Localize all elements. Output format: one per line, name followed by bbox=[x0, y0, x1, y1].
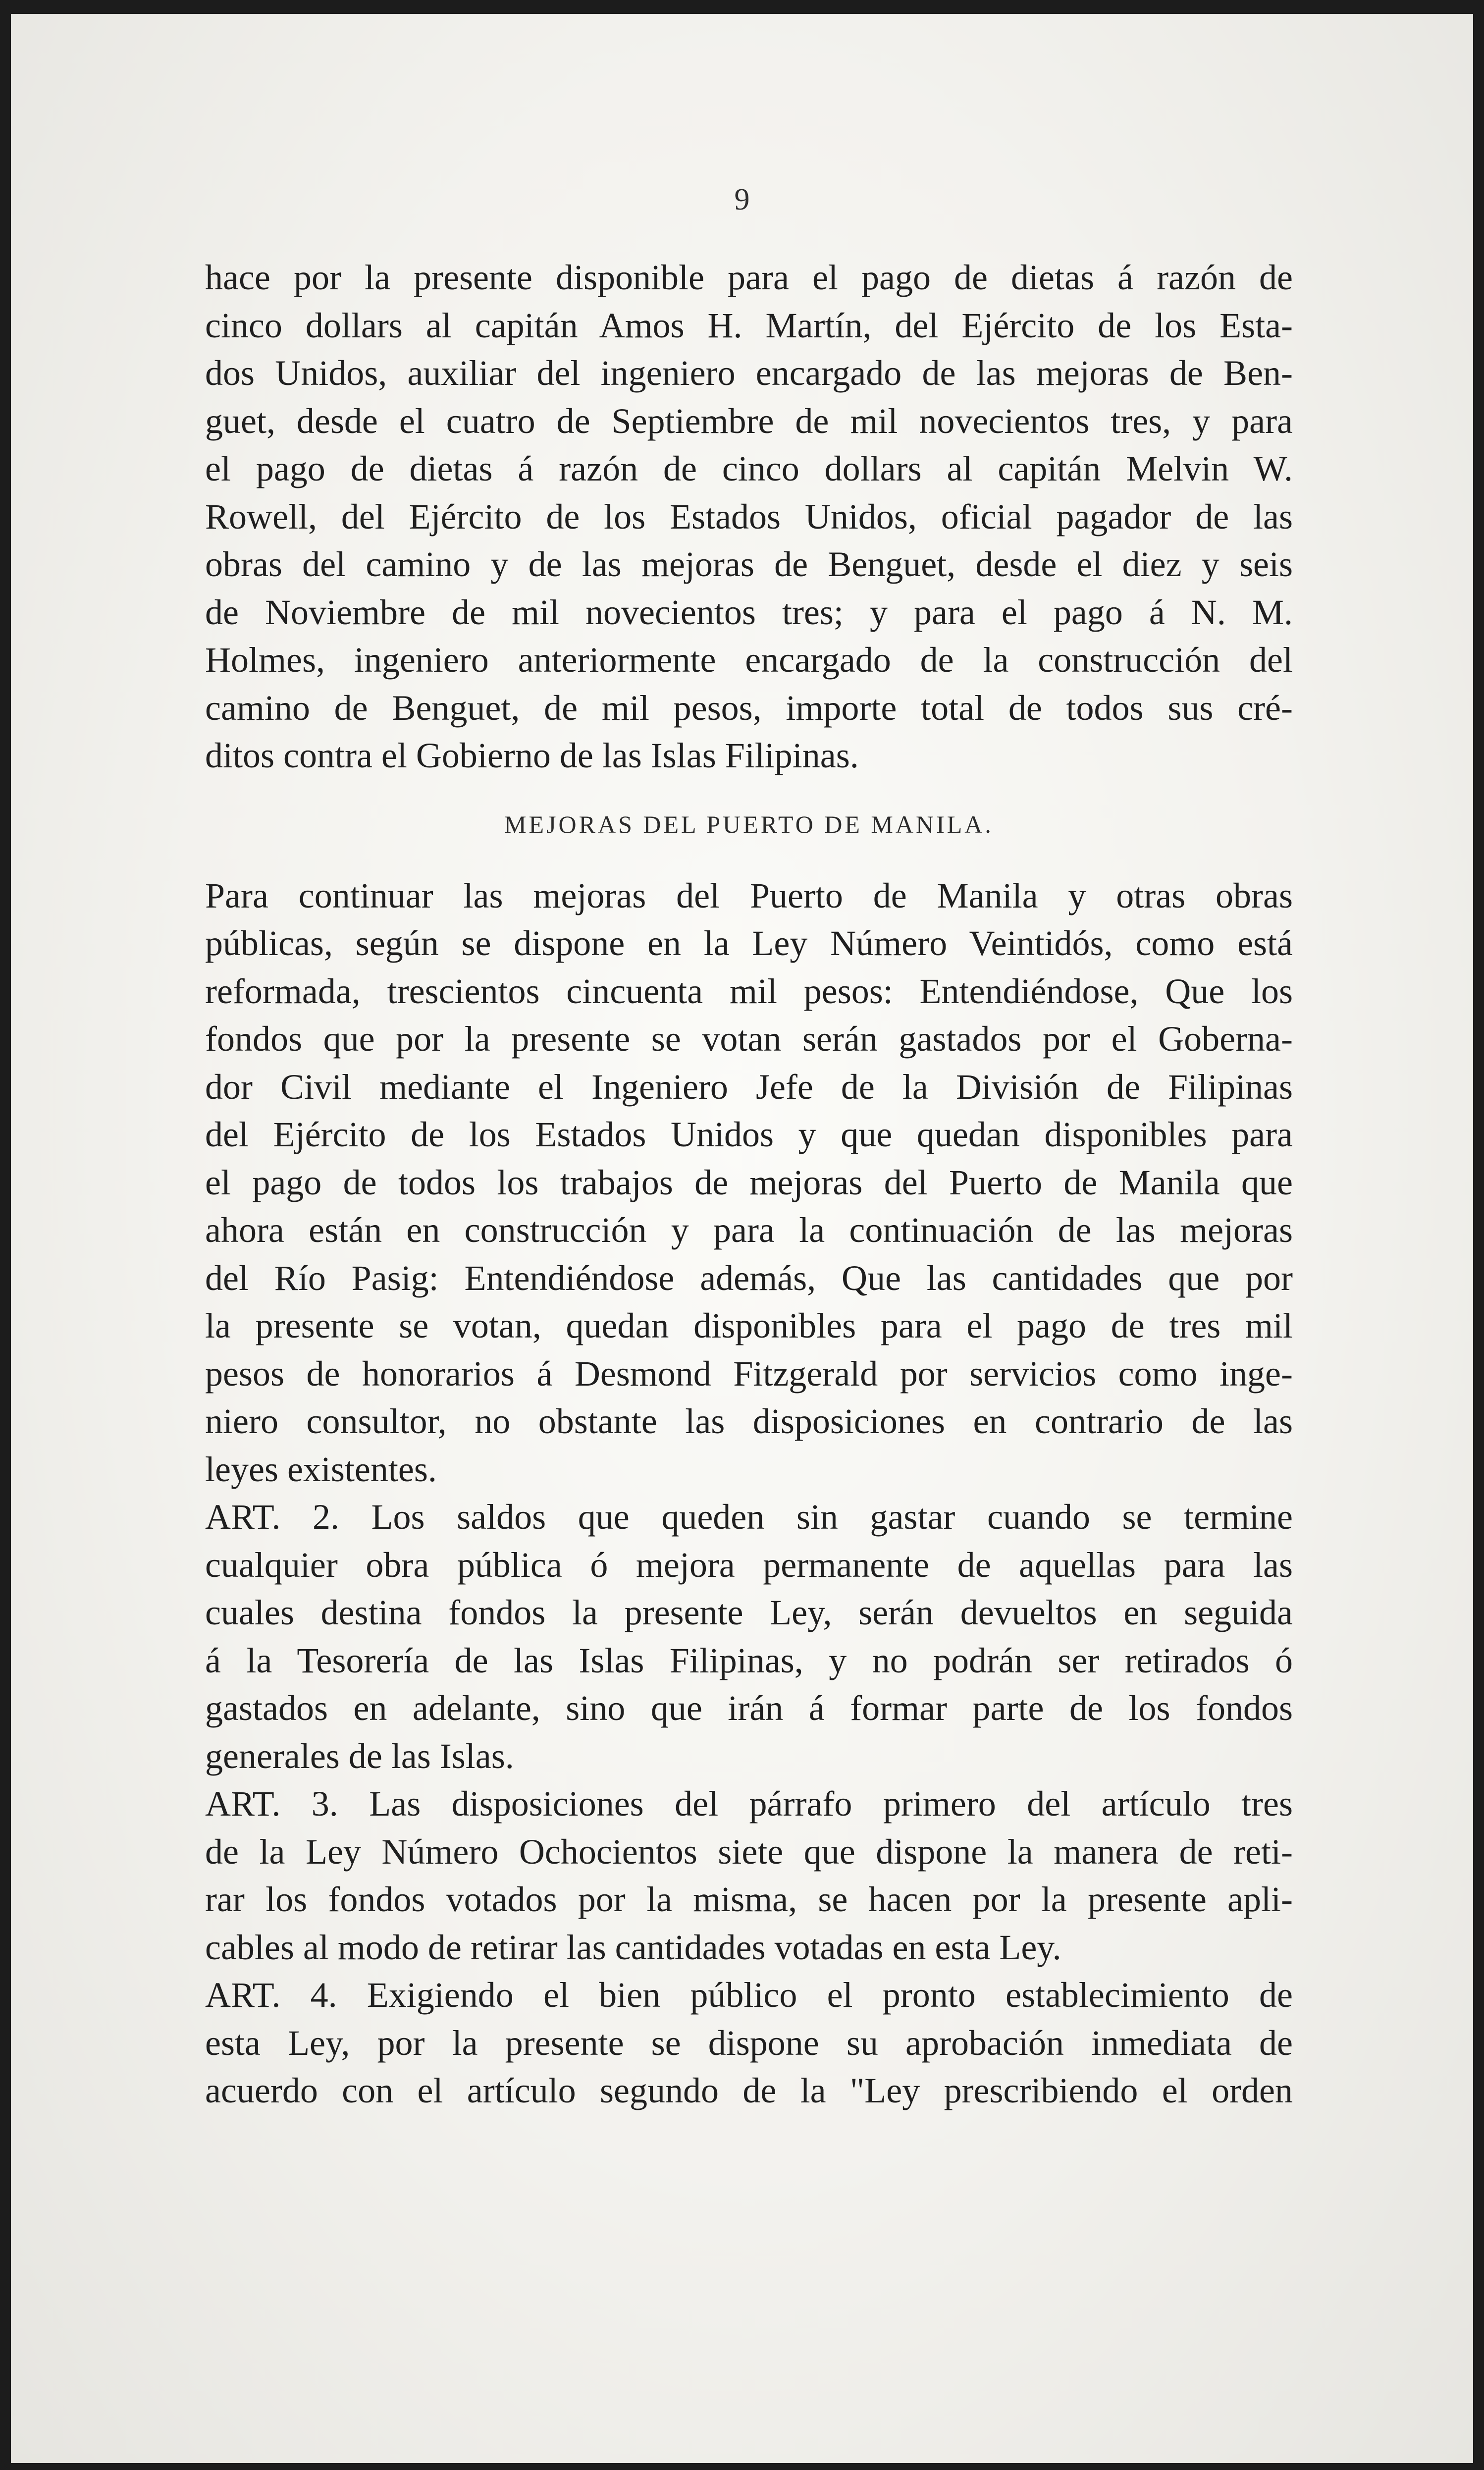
text-line: del Río Pasig: Entendiéndose además, Que las cantidades que por bbox=[205, 1258, 1293, 1298]
text-line: ditos contra el Gobierno de las Islas Filipinas. bbox=[205, 736, 859, 775]
text-line: cualquier obra pública ó mejora permanente de aquellas para las bbox=[205, 1545, 1293, 1585]
text-line: camino de Benguet, de mil pesos, importe total de todos sus cré- bbox=[205, 688, 1293, 728]
text-line: pesos de honorarios á Desmond Fitzgerald por servicios como inge- bbox=[205, 1353, 1293, 1394]
text-line: gastados en adelante, sino que irán á formar parte de los fondos bbox=[205, 1688, 1293, 1728]
text-line: cinco dollars al capitán Amos H. Martín, del Ejército de los Esta- bbox=[205, 305, 1293, 345]
text-line: el pago de dietas á razón de cinco dollars al capitán Melvin W. bbox=[205, 449, 1293, 488]
text-line: ART. 4. Exigiendo el bien público el pronto establecimiento de bbox=[205, 1975, 1293, 2015]
text-line: Rowell, del Ejército de los Estados Unidos, oficial pagador de las bbox=[205, 496, 1293, 537]
text-line: Para continuar las mejoras del Puerto de Manila y otras obras bbox=[205, 875, 1293, 915]
text-line: niero consultor, no obstante las disposiciones en contrario de las bbox=[205, 1401, 1293, 1441]
text-line: dor Civil mediante el Ingeniero Jefe de la División de Filipinas bbox=[205, 1067, 1293, 1107]
paragraph-puerto-manila bbox=[205, 872, 1293, 1494]
text-line: cuales destina fondos la presente Ley, serán devueltos en seguida bbox=[205, 1593, 1293, 1632]
text-line: la presente se votan, quedan disponibles para el pago de tres mil bbox=[205, 1306, 1293, 1345]
article-3 bbox=[205, 1780, 1293, 1971]
text-line: Holmes, ingeniero anteriormente encargado de la construcción del bbox=[205, 640, 1293, 680]
text-line: dos Unidos, auxiliar del ingeniero encargado de las mejoras de Ben- bbox=[205, 353, 1293, 393]
text-line: de la Ley Número Ochocientos siete que dispone la manera de reti- bbox=[205, 1831, 1293, 1872]
text-line: generales de las Islas. bbox=[205, 1736, 514, 1776]
section-heading: MEJORAS DEL PUERTO DE MANILA. bbox=[504, 810, 994, 838]
article-2 bbox=[205, 1493, 1293, 1780]
text-line: hace por la presente disponible para el pago de dietas á razón de bbox=[205, 258, 1293, 297]
text-line: obras del camino y de las mejoras de Benguet, desde el diez y seis bbox=[205, 544, 1293, 584]
text-line: rar los fondos votados por la misma, se hacen por la presente apli- bbox=[205, 1879, 1293, 1919]
text-line: ahora están en construcción y para la continuación de las mejoras bbox=[205, 1210, 1293, 1250]
text-line: el pago de todos los trabajos de mejoras del Puerto de Manila que bbox=[205, 1162, 1293, 1202]
text-line: leyes existentes. bbox=[205, 1449, 437, 1489]
text-line: fondos que por la presente se votan serán gastados por el Goberna- bbox=[205, 1019, 1293, 1059]
text-line: reformada, trescientos cincuenta mil pesos: Entendiéndose, Que los bbox=[205, 971, 1293, 1011]
text-line: á la Tesorería de las Islas Filipinas, y no podrán ser retirados ó bbox=[205, 1640, 1293, 1680]
text-line: públicas, según se dispone en la Ley Número Veintidós, como está bbox=[205, 923, 1293, 963]
paragraph-funding-dietas bbox=[205, 254, 1293, 780]
text-line: de Noviembre de mil novecientos tres; y para el pago á N. M. bbox=[205, 592, 1293, 632]
article-4 bbox=[205, 1971, 1293, 2115]
text-line: ART. 3. Las disposiciones del párrafo primero del artículo tres bbox=[205, 1784, 1293, 1824]
text-line: ART. 2. Los saldos que queden sin gastar cuando se termine bbox=[205, 1497, 1293, 1537]
text-line: esta Ley, por la presente se dispone su aprobación inmediata de bbox=[205, 2023, 1293, 2063]
body-text bbox=[205, 254, 1293, 2115]
page-number: 9 bbox=[734, 183, 750, 216]
text-line: cables al modo de retirar las cantidades votadas en esta Ley. bbox=[205, 1927, 1061, 1967]
document-page bbox=[11, 14, 1473, 2463]
text-line: del Ejército de los Estados Unidos y que quedan disponibles para bbox=[205, 1115, 1293, 1154]
text-line: guet, desde el cuatro de Septiembre de mil novecientos tres, y para bbox=[205, 401, 1293, 441]
text-line: acuerdo con el artículo segundo de la "Ley prescribiendo el orden bbox=[205, 2071, 1293, 2110]
